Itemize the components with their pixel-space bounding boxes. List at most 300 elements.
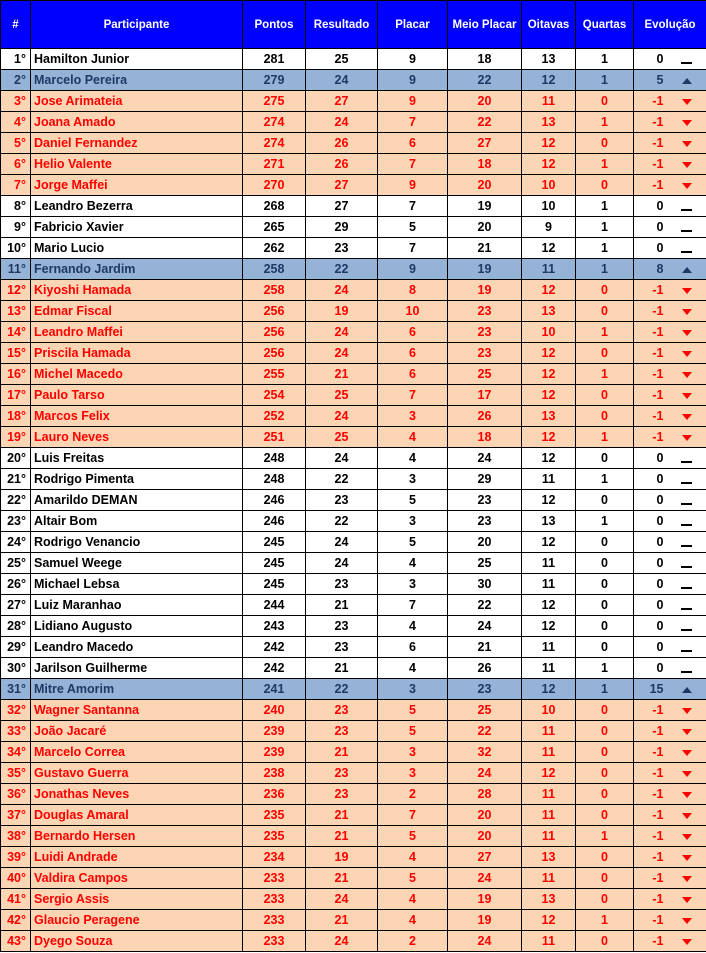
- score-cell: 7: [378, 112, 448, 133]
- table-row[interactable]: [1, 364, 706, 385]
- half-score-cell: 19: [448, 889, 522, 910]
- dash-icon: [681, 671, 692, 673]
- table-row[interactable]: [1, 112, 706, 133]
- round-of-16-cell: 12: [522, 616, 576, 637]
- points-cell: 234: [243, 847, 306, 868]
- evolution-indicator: [668, 637, 706, 658]
- round-of-16-cell: 12: [522, 679, 576, 700]
- evolution-value: -1: [634, 385, 668, 406]
- points-cell: 279: [243, 70, 306, 91]
- round-of-16-cell: 12: [522, 532, 576, 553]
- evolution-indicator: [668, 532, 706, 553]
- position-cell: 38°: [1, 826, 31, 847]
- half-score-cell: 27: [448, 847, 522, 868]
- dash-icon: [681, 209, 692, 211]
- round-of-16-cell: 11: [522, 826, 576, 847]
- evolution-value: -1: [634, 112, 668, 133]
- score-cell: 6: [378, 343, 448, 364]
- score-cell: 4: [378, 658, 448, 679]
- position-cell: 10°: [1, 238, 31, 259]
- evolution-value: 0: [634, 448, 668, 469]
- half-score-cell: 24: [448, 868, 522, 889]
- round-of-16-cell: 11: [522, 637, 576, 658]
- round-of-16-cell: 10: [522, 175, 576, 196]
- table-row[interactable]: [1, 658, 706, 679]
- table-row[interactable]: [1, 280, 706, 301]
- evolution-value: -1: [634, 910, 668, 931]
- result-cell: 24: [306, 931, 378, 952]
- evolution-indicator: [668, 133, 706, 154]
- round-of-16-cell: 11: [522, 742, 576, 763]
- table-row[interactable]: [1, 469, 706, 490]
- position-cell: 19°: [1, 427, 31, 448]
- score-cell: 4: [378, 427, 448, 448]
- table-row[interactable]: [1, 259, 706, 280]
- points-cell: 268: [243, 196, 306, 217]
- quarterfinals-cell: 1: [576, 322, 634, 343]
- participant-name: Jorge Maffei: [31, 175, 243, 196]
- evolution-value: -1: [634, 364, 668, 385]
- quarterfinals-cell: 0: [576, 847, 634, 868]
- half-score-cell: 18: [448, 154, 522, 175]
- score-cell: 4: [378, 889, 448, 910]
- points-cell: 274: [243, 112, 306, 133]
- table-row[interactable]: [1, 847, 706, 868]
- evolution-indicator: [668, 238, 706, 259]
- position-cell: 25°: [1, 553, 31, 574]
- arrow-down-icon: [682, 876, 692, 882]
- points-cell: 235: [243, 826, 306, 847]
- result-cell: 24: [306, 322, 378, 343]
- arrow-down-icon: [682, 792, 692, 798]
- table-row[interactable]: [1, 196, 706, 217]
- table-row[interactable]: [1, 574, 706, 595]
- table-row[interactable]: [1, 154, 706, 175]
- points-cell: 233: [243, 868, 306, 889]
- score-cell: 5: [378, 490, 448, 511]
- result-cell: 21: [306, 742, 378, 763]
- arrow-down-icon: [682, 834, 692, 840]
- quarterfinals-cell: 0: [576, 931, 634, 952]
- score-cell: 4: [378, 553, 448, 574]
- position-cell: 31°: [1, 679, 31, 700]
- position-cell: 17°: [1, 385, 31, 406]
- quarterfinals-cell: 1: [576, 196, 634, 217]
- half-score-cell: 22: [448, 595, 522, 616]
- table-row[interactable]: [1, 868, 706, 889]
- quarterfinals-cell: 0: [576, 280, 634, 301]
- evolution-value: -1: [634, 175, 668, 196]
- round-of-16-cell: 11: [522, 574, 576, 595]
- round-of-16-cell: 11: [522, 931, 576, 952]
- evolution-indicator: [668, 469, 706, 490]
- header-round-of-16[interactable]: Oitavas: [522, 1, 576, 49]
- arrow-down-icon: [682, 120, 692, 126]
- table-row[interactable]: [1, 343, 706, 364]
- participant-name: Edmar Fiscal: [31, 301, 243, 322]
- evolution-indicator: [668, 154, 706, 175]
- table-row[interactable]: [1, 175, 706, 196]
- evolution-indicator: [668, 91, 706, 112]
- score-cell: 9: [378, 91, 448, 112]
- evolution-indicator: [668, 49, 706, 70]
- table-row[interactable]: [1, 70, 706, 91]
- round-of-16-cell: 12: [522, 763, 576, 784]
- evolution-value: 0: [634, 511, 668, 532]
- evolution-value: -1: [634, 931, 668, 952]
- result-cell: 25: [306, 385, 378, 406]
- quarterfinals-cell: 0: [576, 553, 634, 574]
- table-row[interactable]: [1, 553, 706, 574]
- table-row[interactable]: [1, 931, 706, 952]
- result-cell: 24: [306, 532, 378, 553]
- table-row[interactable]: [1, 637, 706, 658]
- result-cell: 24: [306, 406, 378, 427]
- half-score-cell: 32: [448, 742, 522, 763]
- evolution-value: -1: [634, 742, 668, 763]
- arrow-down-icon: [682, 813, 692, 819]
- position-cell: 5°: [1, 133, 31, 154]
- position-cell: 24°: [1, 532, 31, 553]
- points-cell: 240: [243, 700, 306, 721]
- quarterfinals-cell: 1: [576, 826, 634, 847]
- header-participant[interactable]: Participante: [31, 1, 243, 49]
- evolution-indicator: [668, 616, 706, 637]
- half-score-cell: 26: [448, 406, 522, 427]
- header-result[interactable]: Resultado: [306, 1, 378, 49]
- table-row[interactable]: [1, 217, 706, 238]
- table-row[interactable]: [1, 133, 706, 154]
- score-cell: 9: [378, 259, 448, 280]
- position-cell: 9°: [1, 217, 31, 238]
- evolution-value: 8: [634, 259, 668, 280]
- header-row: [1, 1, 706, 49]
- quarterfinals-cell: 1: [576, 259, 634, 280]
- participant-name: Jonathas Neves: [31, 784, 243, 805]
- table-row[interactable]: [1, 511, 706, 532]
- arrow-down-icon: [682, 351, 692, 357]
- participant-name: Daniel Fernandez: [31, 133, 243, 154]
- table-row[interactable]: [1, 889, 706, 910]
- position-cell: 4°: [1, 112, 31, 133]
- round-of-16-cell: 12: [522, 70, 576, 91]
- points-cell: 241: [243, 679, 306, 700]
- arrow-down-icon: [682, 414, 692, 420]
- evolution-indicator: [668, 364, 706, 385]
- half-score-cell: 22: [448, 721, 522, 742]
- position-cell: 33°: [1, 721, 31, 742]
- result-cell: 24: [306, 889, 378, 910]
- quarterfinals-cell: 0: [576, 343, 634, 364]
- arrow-down-icon: [682, 771, 692, 777]
- score-cell: 5: [378, 721, 448, 742]
- points-cell: 238: [243, 763, 306, 784]
- round-of-16-cell: 13: [522, 847, 576, 868]
- table-row[interactable]: [1, 721, 706, 742]
- position-cell: 22°: [1, 490, 31, 511]
- arrow-down-icon: [682, 939, 692, 945]
- table-row[interactable]: [1, 763, 706, 784]
- table-row[interactable]: [1, 595, 706, 616]
- round-of-16-cell: 11: [522, 805, 576, 826]
- points-cell: 252: [243, 406, 306, 427]
- evolution-value: -1: [634, 301, 668, 322]
- evolution-value: 15: [634, 679, 668, 700]
- position-cell: 39°: [1, 847, 31, 868]
- evolution-indicator: [668, 763, 706, 784]
- score-cell: 7: [378, 385, 448, 406]
- table-row[interactable]: [1, 49, 706, 70]
- score-cell: 3: [378, 406, 448, 427]
- evolution-value: -1: [634, 322, 668, 343]
- dash-icon: [681, 608, 692, 610]
- points-cell: 262: [243, 238, 306, 259]
- table-row[interactable]: [1, 805, 706, 826]
- quarterfinals-cell: 1: [576, 217, 634, 238]
- score-cell: 7: [378, 805, 448, 826]
- points-cell: 265: [243, 217, 306, 238]
- result-cell: 21: [306, 868, 378, 889]
- table-row[interactable]: [1, 301, 706, 322]
- evolution-indicator: [668, 322, 706, 343]
- participant-name: Hamilton Junior: [31, 49, 243, 70]
- points-cell: 281: [243, 49, 306, 70]
- header-points[interactable]: Pontos: [243, 1, 306, 49]
- evolution-indicator: [668, 553, 706, 574]
- arrow-down-icon: [682, 288, 692, 294]
- evolution-indicator: [668, 805, 706, 826]
- points-cell: 245: [243, 532, 306, 553]
- table-row[interactable]: [1, 91, 706, 112]
- result-cell: 21: [306, 910, 378, 931]
- arrow-down-icon: [682, 309, 692, 315]
- arrow-down-icon: [682, 708, 692, 714]
- participant-name: Luis Freitas: [31, 448, 243, 469]
- result-cell: 24: [306, 343, 378, 364]
- header-evolution[interactable]: Evolução: [634, 1, 706, 49]
- points-cell: 271: [243, 154, 306, 175]
- half-score-cell: 25: [448, 364, 522, 385]
- score-cell: 9: [378, 49, 448, 70]
- score-cell: 7: [378, 238, 448, 259]
- quarterfinals-cell: 1: [576, 511, 634, 532]
- round-of-16-cell: 9: [522, 217, 576, 238]
- participant-name: Fernando Jardim: [31, 259, 243, 280]
- participant-name: Mario Lucio: [31, 238, 243, 259]
- position-cell: 35°: [1, 763, 31, 784]
- table-row[interactable]: [1, 238, 706, 259]
- result-cell: 23: [306, 637, 378, 658]
- points-cell: 236: [243, 784, 306, 805]
- table-row[interactable]: [1, 742, 706, 763]
- score-cell: 9: [378, 70, 448, 91]
- position-cell: 18°: [1, 406, 31, 427]
- round-of-16-cell: 12: [522, 910, 576, 931]
- evolution-indicator: [668, 385, 706, 406]
- result-cell: 25: [306, 427, 378, 448]
- half-score-cell: 27: [448, 133, 522, 154]
- table-row[interactable]: [1, 490, 706, 511]
- round-of-16-cell: 12: [522, 427, 576, 448]
- position-cell: 40°: [1, 868, 31, 889]
- evolution-indicator: [668, 70, 706, 91]
- result-cell: 19: [306, 847, 378, 868]
- table-row[interactable]: [1, 679, 706, 700]
- arrow-up-icon: [682, 78, 692, 84]
- half-score-cell: 22: [448, 70, 522, 91]
- evolution-indicator: [668, 175, 706, 196]
- round-of-16-cell: 10: [522, 700, 576, 721]
- participant-name: Marcelo Correa: [31, 742, 243, 763]
- evolution-indicator: [668, 112, 706, 133]
- header-score[interactable]: Placar: [378, 1, 448, 49]
- participant-name: Marcelo Pereira: [31, 70, 243, 91]
- points-cell: 245: [243, 574, 306, 595]
- result-cell: 24: [306, 112, 378, 133]
- participant-name: Lidiano Augusto: [31, 616, 243, 637]
- result-cell: 23: [306, 721, 378, 742]
- half-score-cell: 19: [448, 280, 522, 301]
- score-cell: 5: [378, 826, 448, 847]
- position-cell: 41°: [1, 889, 31, 910]
- table-row[interactable]: [1, 826, 706, 847]
- result-cell: 19: [306, 301, 378, 322]
- result-cell: 22: [306, 469, 378, 490]
- participant-name: Helio Valente: [31, 154, 243, 175]
- half-score-cell: 28: [448, 784, 522, 805]
- position-cell: 14°: [1, 322, 31, 343]
- position-cell: 23°: [1, 511, 31, 532]
- points-cell: 246: [243, 490, 306, 511]
- position-cell: 8°: [1, 196, 31, 217]
- position-cell: 36°: [1, 784, 31, 805]
- round-of-16-cell: 12: [522, 343, 576, 364]
- half-score-cell: 23: [448, 511, 522, 532]
- score-cell: 10: [378, 301, 448, 322]
- evolution-indicator: [668, 280, 706, 301]
- header-half-score[interactable]: Meio Placar: [448, 1, 522, 49]
- evolution-value: -1: [634, 826, 668, 847]
- round-of-16-cell: 13: [522, 406, 576, 427]
- position-cell: 12°: [1, 280, 31, 301]
- participant-name: Sergio Assis: [31, 889, 243, 910]
- result-cell: 23: [306, 574, 378, 595]
- half-score-cell: 24: [448, 616, 522, 637]
- score-cell: 4: [378, 847, 448, 868]
- table-row[interactable]: [1, 616, 706, 637]
- table-row[interactable]: [1, 910, 706, 931]
- half-score-cell: 19: [448, 910, 522, 931]
- points-cell: 233: [243, 910, 306, 931]
- score-cell: 8: [378, 280, 448, 301]
- table-row[interactable]: [1, 322, 706, 343]
- result-cell: 23: [306, 784, 378, 805]
- result-cell: 23: [306, 490, 378, 511]
- score-cell: 3: [378, 763, 448, 784]
- points-cell: 242: [243, 658, 306, 679]
- table-row[interactable]: [1, 784, 706, 805]
- quarterfinals-cell: 1: [576, 679, 634, 700]
- half-score-cell: 23: [448, 301, 522, 322]
- points-cell: 256: [243, 343, 306, 364]
- quarterfinals-cell: 1: [576, 427, 634, 448]
- dash-icon: [681, 62, 692, 64]
- table-row[interactable]: [1, 532, 706, 553]
- round-of-16-cell: 12: [522, 448, 576, 469]
- quarterfinals-cell: 1: [576, 469, 634, 490]
- quarterfinals-cell: 0: [576, 574, 634, 595]
- half-score-cell: 23: [448, 322, 522, 343]
- score-cell: 4: [378, 616, 448, 637]
- points-cell: 235: [243, 805, 306, 826]
- ranking-rows: [1, 49, 706, 952]
- evolution-indicator: [668, 658, 706, 679]
- table-row[interactable]: [1, 448, 706, 469]
- quarterfinals-cell: 1: [576, 70, 634, 91]
- evolution-value: -1: [634, 280, 668, 301]
- half-score-cell: 30: [448, 574, 522, 595]
- quarterfinals-cell: 0: [576, 385, 634, 406]
- result-cell: 29: [306, 217, 378, 238]
- arrow-down-icon: [682, 897, 692, 903]
- position-cell: 21°: [1, 469, 31, 490]
- position-cell: 2°: [1, 70, 31, 91]
- quarterfinals-cell: 0: [576, 133, 634, 154]
- table-row[interactable]: [1, 385, 706, 406]
- evolution-value: 0: [634, 553, 668, 574]
- arrow-down-icon: [682, 729, 692, 735]
- round-of-16-cell: 10: [522, 322, 576, 343]
- evolution-value: 0: [634, 658, 668, 679]
- position-cell: 42°: [1, 910, 31, 931]
- quarterfinals-cell: 1: [576, 238, 634, 259]
- participant-name: Kiyoshi Hamada: [31, 280, 243, 301]
- round-of-16-cell: 13: [522, 301, 576, 322]
- half-score-cell: 24: [448, 763, 522, 784]
- table-row[interactable]: [1, 406, 706, 427]
- dash-icon: [681, 650, 692, 652]
- evolution-indicator: [668, 574, 706, 595]
- evolution-indicator: [668, 406, 706, 427]
- evolution-indicator: [668, 742, 706, 763]
- arrow-up-icon: [682, 267, 692, 273]
- evolution-value: 0: [634, 595, 668, 616]
- dash-icon: [681, 230, 692, 232]
- arrow-down-icon: [682, 918, 692, 924]
- table-row[interactable]: [1, 427, 706, 448]
- quarterfinals-cell: 1: [576, 364, 634, 385]
- score-cell: 6: [378, 637, 448, 658]
- table-row[interactable]: [1, 700, 706, 721]
- position-cell: 29°: [1, 637, 31, 658]
- score-cell: 5: [378, 217, 448, 238]
- half-score-cell: 20: [448, 826, 522, 847]
- quarterfinals-cell: 1: [576, 112, 634, 133]
- participant-name: Douglas Amaral: [31, 805, 243, 826]
- evolution-value: -1: [634, 805, 668, 826]
- points-cell: 244: [243, 595, 306, 616]
- score-cell: 3: [378, 511, 448, 532]
- quarterfinals-cell: 1: [576, 910, 634, 931]
- score-cell: 3: [378, 742, 448, 763]
- header-quarterfinals[interactable]: Quartas: [576, 1, 634, 49]
- header-position[interactable]: #: [1, 1, 31, 49]
- result-cell: 21: [306, 805, 378, 826]
- score-cell: 5: [378, 868, 448, 889]
- points-cell: 251: [243, 427, 306, 448]
- arrow-up-icon: [682, 687, 692, 693]
- round-of-16-cell: 10: [522, 196, 576, 217]
